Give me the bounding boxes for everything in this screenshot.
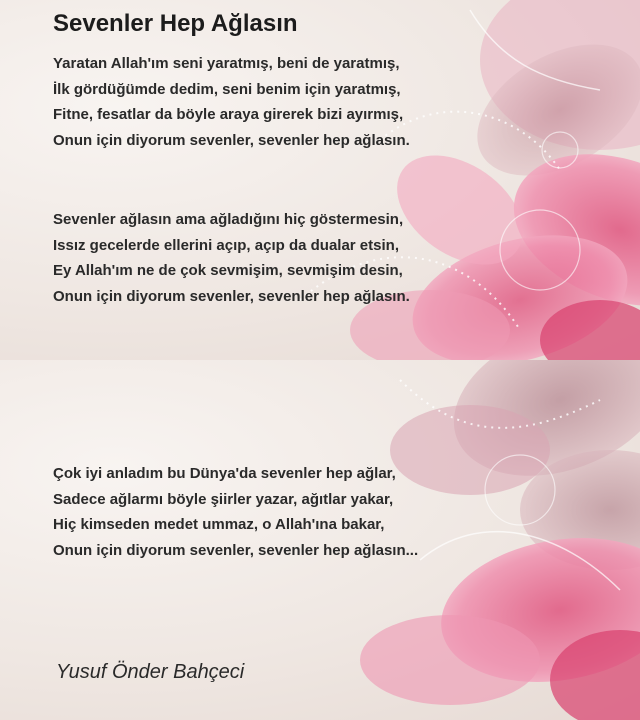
poem-author: Yusuf Önder Bahçeci [56, 661, 245, 683]
stanza-line: Sadece ağlarmı böyle şiirler yazar, ağıtlar yakar, [53, 490, 394, 508]
stanza-line: Hiç kimseden medet ummaz, o Allah'ına bakar, [53, 516, 385, 533]
poem-title: Sevenler Hep Ağlasın [53, 10, 298, 37]
stanza-line: Çok iyi anladım bu Dünya'da sevenler hep ağlar, [53, 465, 396, 482]
stanza-line: Onun için diyorum sevenler, sevenler hep ağlasın. [53, 131, 410, 149]
stanza-line: Fitne, fesatlar da böyle araya girerek bizi ayırmış, [53, 106, 404, 123]
stanza-line: Sevenler ağlasın ama ağladığını hiç göstermesin, [53, 211, 404, 228]
stanza-line: Ey Allah'ım ne de çok sevmişim, sevmişim desin, [53, 262, 403, 279]
stanza-line: Yaratan Allah'ım seni yaratmış, beni de yaratmış, [53, 55, 400, 72]
stanza-line: Issız gecelerde ellerini açıp, açıp da dualar etsin, [53, 236, 399, 254]
stanza-1 [53, 51, 410, 153]
stanza-line: Onun için diyorum sevenler, sevenler hep ağlasın... [53, 541, 419, 559]
stanza-2 [53, 207, 410, 309]
stanza-line: İlk gördüğümde dedim, seni benim için yaratmış, [53, 80, 401, 98]
stanza-3 [53, 461, 418, 563]
stanza-line: Onun için diyorum sevenler, sevenler hep ağlasın. [53, 287, 410, 305]
